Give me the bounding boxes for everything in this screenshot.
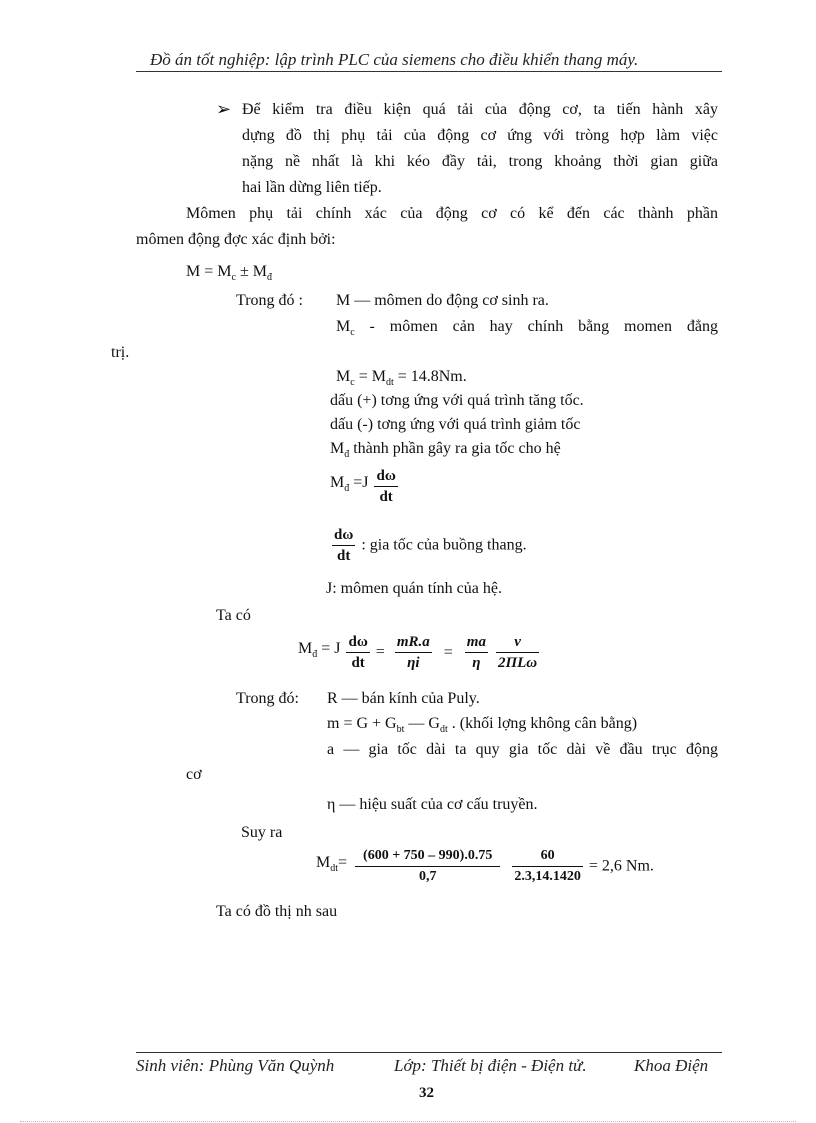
eq2-mra-fraction: $\frac{mR.a}{\eta i}$: [396, 634, 430, 671]
a-definition-line-2: cơ: [186, 766, 202, 783]
bottom-dotted-divider: [20, 1121, 796, 1122]
plus-sign-note: dấu (+) tơng ứng với quá trình tăng tốc.: [330, 392, 584, 409]
minus-sign-note: dấu (-) tơng ứng với quá trình giảm tốc: [330, 416, 581, 433]
eq3-fraction-2: $\frac{60}{2.3,14.1420}$: [514, 848, 581, 884]
equation-3: $M_{dt}=$ $\frac{(600 + 750 - 990).0.75}{0,7}$ $\frac{60}{2.3,14.1420}$ = 2,6 Nm.: [316, 846, 654, 887]
dw-dt-fraction-2: $\frac{d\omega}{dt}$: [334, 527, 354, 564]
suy-ra-label: Suy ra: [241, 824, 283, 841]
bullet-line-1: Để kiểm tra điều kiện quá tải của động cơ, ta tiến hành xây: [242, 101, 718, 118]
eq2-v-fraction: $\frac{v}{\text{2ΠLω}}$: [497, 634, 538, 671]
r-definition: R — bán kính của Puly.: [327, 690, 480, 707]
bullet-line-4: hai lần dừng liên tiếp.: [242, 179, 382, 196]
footer-faculty: Khoa Điện: [634, 1056, 709, 1075]
para1-line-1: Mômen phụ tải chính xác của động cơ có kể đến các thành phần: [186, 205, 718, 222]
md-definition: $M_đ$ thành phần gây ra gia tốc cho hệ: [330, 440, 561, 461]
eq2-dw-dt-fraction: $\frac{d\omega}{dt}$: [348, 634, 368, 671]
footer-rule: [136, 1052, 722, 1053]
eq2-ma-fraction: $\frac{ma}{\eta}$: [466, 634, 486, 671]
mc-definition: $M_c$ - mômen cản hay chính bằng momen đẳng: [336, 318, 718, 339]
dw-dt-fraction: $\frac{d\omega}{dt}$: [376, 468, 396, 505]
ta-co-label-2: Ta có đồ thị nh sau: [216, 903, 338, 920]
m-mass-definition: $m = G + G_{bt}$ — $G_{dt}$ . (khối lợng không cân bằng): [327, 715, 638, 736]
bullet-line-2: dựng đồ thị phụ tải của động cơ ứng với tròng hợp làm việc: [242, 127, 718, 144]
mc-definition-line-2: trị.: [111, 344, 130, 361]
equation-2: $M_đ = J$ $\frac{d\omega}{dt}$ = $\frac{mR.a}{\eta i}$ = $\frac{ma}{\eta}$ $\frac{v}{\text{2ΠLω}}$: [298, 634, 538, 671]
bullet-arrow-icon: ➢: [216, 99, 232, 119]
header-rule: [136, 71, 722, 72]
m-definition: M — mômen do động cơ sinh ra.: [336, 292, 549, 309]
trong-do-label-1: Trong đó :: [236, 292, 303, 309]
mc-equation: $M_c = M_{dt} = 14.8Nm$.: [336, 368, 467, 389]
equation-1: $M = M_c \pm M_đ$: [186, 263, 272, 284]
eta-definition: η — hiệu suất của cơ cấu truyền.: [327, 796, 538, 813]
footer-student: Sinh viên: Phùng Văn Quỳnh: [136, 1056, 335, 1075]
a-definition: a — gia tốc dài ta quy gia tốc dài về đầu trục động: [327, 741, 718, 758]
bullet-line-3: nặng nề nhất là khi kéo đầy tải, trong khoảng thời gian giữa: [242, 153, 718, 170]
eq3-fraction-1: $\frac{(600 + 750 - 990).0.75}{0,7}$: [355, 846, 500, 887]
footer-class: Lớp: Thiết bị điện - Điện tử.: [394, 1056, 587, 1075]
trong-do-label-2: Trong đó:: [236, 690, 299, 707]
page-number: 32: [419, 1085, 434, 1101]
acceleration-definition: $\frac{d\omega}{dt}$ : gia tốc của buồng thang.: [334, 527, 527, 564]
page-header-title: Đồ án tốt nghiệp: lập trình PLC của siemens cho điều khiển thang máy.: [150, 50, 639, 69]
md-equation: $M_đ =J$ $\frac{d\omega}{dt}$: [330, 468, 396, 505]
ta-co-label-1: Ta có: [216, 607, 251, 624]
para1-line-2: mômen động đợc xác định bởi:: [136, 231, 336, 248]
j-definition: J: mômen quán tính của hệ.: [326, 580, 502, 597]
